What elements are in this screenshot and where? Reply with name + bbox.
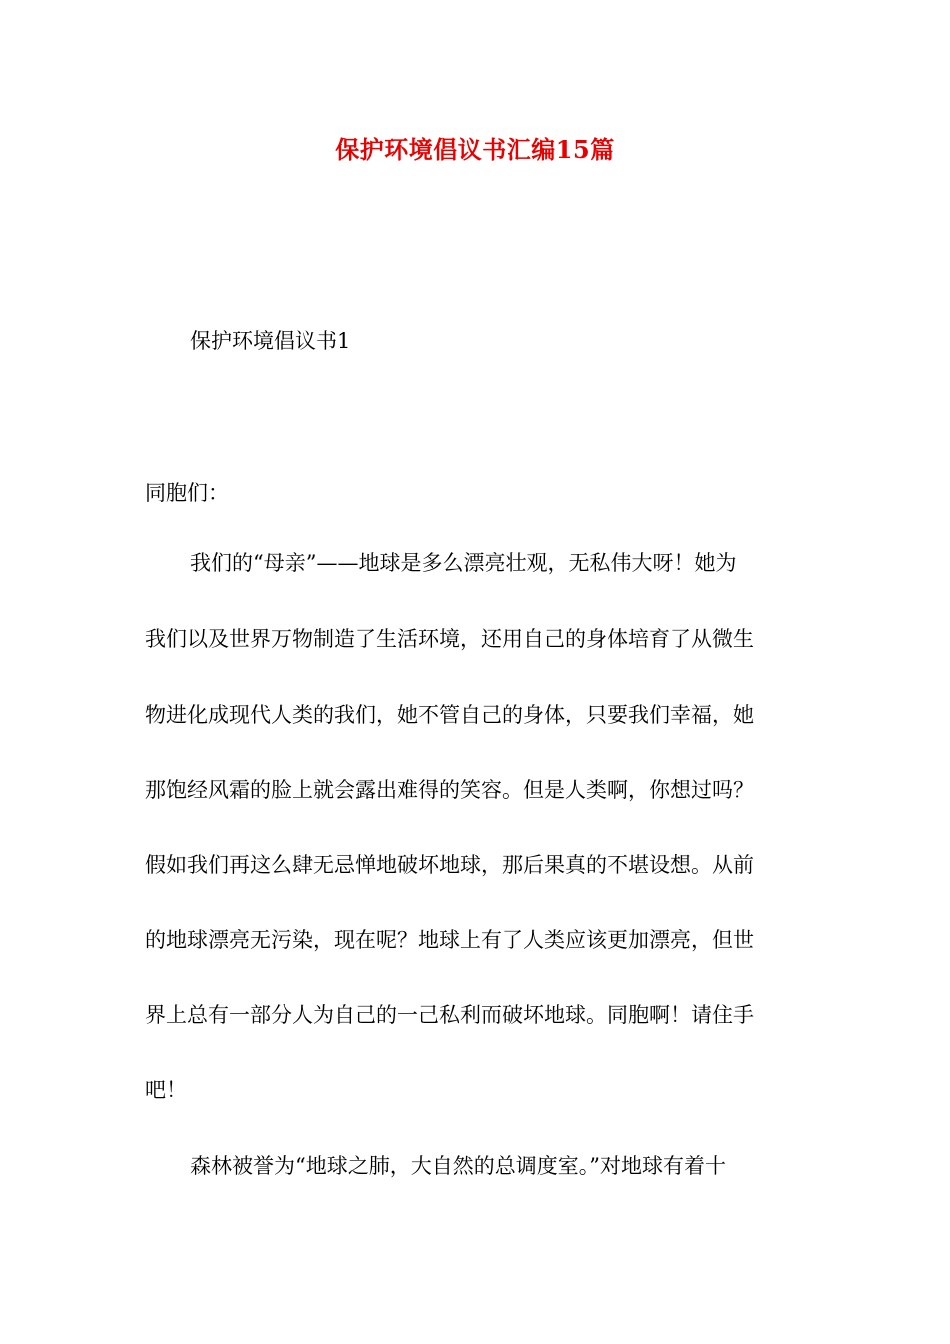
paragraph-line: 我们以及世界万物制造了生活环境，还用自己的身体培育了从微生	[145, 627, 754, 651]
paragraph-line: 吧！	[145, 1078, 187, 1102]
greeting-line: 同胞们：	[145, 481, 229, 505]
paragraph-line: 假如我们再这么肆无忌惮地破坏地球，那后果真的不堪设想。从前	[145, 853, 754, 877]
paragraph-line: 物进化成现代人类的我们，她不管自己的身体，只要我们幸福，她	[145, 703, 754, 727]
paragraph-line: 的地球漂亮无污染，现在呢？地球上有了人类应该更加漂亮，但世	[145, 928, 754, 952]
section-heading: 保护环境倡议书1	[190, 329, 351, 353]
paragraph-line: 那饱经风霜的脸上就会露出难得的笑容。但是人类啊，你想过吗？	[145, 778, 754, 802]
paragraph-line: 界上总有一部分人为自己的一己私利而破坏地球。同胞啊！请住手	[145, 1003, 754, 1027]
paragraph-line: 森林被誉为“地球之肺，大自然的总调度室。”对地球有着十	[190, 1154, 726, 1178]
document-title: 保护环境倡议书汇编15篇	[335, 135, 615, 164]
paragraph-line: 我们的“母亲”——地球是多么漂亮壮观，无私伟大呀！她为	[190, 551, 737, 575]
